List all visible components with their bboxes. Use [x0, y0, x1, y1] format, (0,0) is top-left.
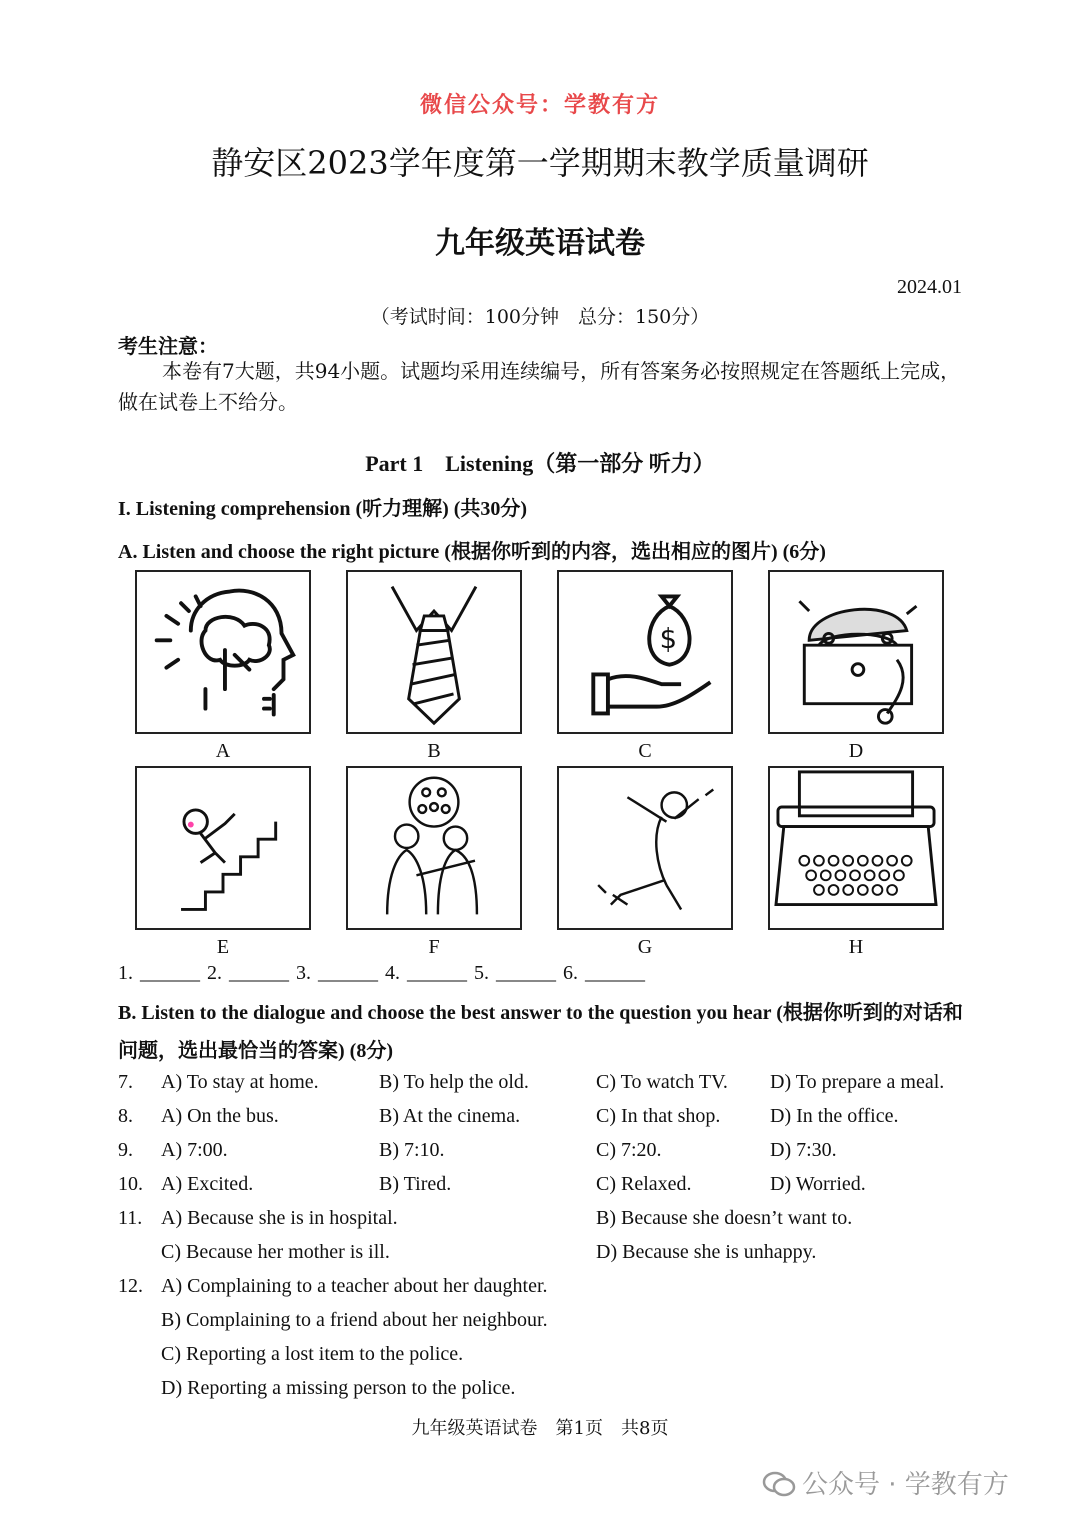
picture-b-tie-icon: [346, 570, 522, 734]
part1-heading: Part 1 Listening（第一部分 听力）: [365, 451, 715, 476]
picture-a-brain-icon: [135, 570, 311, 734]
picture-f-surgeons-icon: [346, 766, 522, 930]
wechat-banner: 微信公众号：学教有方: [419, 92, 660, 118]
option-d: D) To prepare a meal.: [770, 1071, 945, 1093]
option-d: D) Worried.: [770, 1173, 866, 1195]
option-a: A) Excited.: [161, 1173, 254, 1195]
option-c: C) In that shop.: [596, 1105, 721, 1127]
option-a: A) To stay at home.: [161, 1071, 319, 1093]
exam-title: 静安区2023学年度第一学期期末教学质量调研: [211, 144, 869, 182]
question-number: 12.: [118, 1275, 143, 1297]
picture-h-typewriter-icon: [768, 766, 944, 930]
notice-body: 本卷有7大题，共94小题。试题均采用连续编号，所有答案务必按照规定在答题纸上完成，做在试卷上不给分。: [118, 359, 961, 414]
option-a: A) Complaining to a teacher about her daughter.: [161, 1275, 548, 1297]
question-number: 7.: [118, 1071, 133, 1093]
picture-d-treasure-chest-icon: [768, 570, 944, 734]
option-b: B) Tired.: [379, 1173, 452, 1195]
option-b: B) Because she doesn’t want to.: [596, 1207, 853, 1229]
exam-info: （考试时间：100分钟 总分：150分）: [370, 306, 710, 328]
answer-blanks: 1. ______ 2. ______ 3. ______ 4. ______ 5. ______ 6. ______: [118, 962, 645, 984]
picture-label-h: H: [848, 936, 864, 958]
picture-label-a: A: [215, 740, 231, 762]
question-number: 10.: [118, 1173, 143, 1195]
question-number: 11.: [118, 1207, 143, 1229]
option-b: B) To help the old.: [379, 1071, 529, 1093]
option-a: A) 7:00.: [161, 1139, 228, 1161]
option-c: C) Relaxed.: [596, 1173, 692, 1195]
option-b: B) At the cinema.: [379, 1105, 521, 1127]
option-d: D) 7:30.: [770, 1139, 837, 1161]
option-a: A) Because she is in hospital.: [161, 1207, 398, 1229]
picture-g-falling-man-icon: [557, 766, 733, 930]
page-footer: 九年级英语试卷 第1页 共8页: [411, 1418, 669, 1439]
notice-heading: 考生注意：: [118, 334, 218, 358]
exam-subtitle: 九年级英语试卷: [435, 226, 645, 261]
option-b: B) 7:10.: [379, 1139, 445, 1161]
option-b: B) Complaining to a friend about her neighbour.: [161, 1309, 548, 1331]
picture-label-d: D: [848, 740, 864, 762]
sectionB-heading: B. Listen to the dialogue and choose the best answer to the question you hear (根据你听到的对话和问题，选出最恰当的答案) (8分): [118, 1002, 963, 1062]
option-c: C) 7:20.: [596, 1139, 662, 1161]
option-d: D) In the office.: [770, 1105, 899, 1127]
wechat-logo-icon: [762, 1470, 796, 1502]
option-c: C) Because her mother is ill.: [161, 1241, 390, 1263]
question-number: 8.: [118, 1105, 133, 1127]
option-d: D) Because she is unhappy.: [596, 1241, 817, 1263]
option-c: C) To watch TV.: [596, 1071, 728, 1093]
exam-date: 2024.01: [897, 276, 962, 298]
svg-text:$: $: [659, 624, 678, 656]
picture-label-e: E: [216, 936, 230, 958]
sectionA-heading: A. Listen and choose the right picture (根据你听到的内容，选出相应的图片) (6分): [118, 541, 826, 563]
picture-label-g: G: [637, 936, 653, 958]
watermark: 公众号 · 学教有方: [802, 1470, 1009, 1500]
picture-label-c: C: [638, 740, 652, 762]
picture-c-money-bag-icon: [557, 570, 733, 734]
picture-label-b: B: [427, 740, 441, 762]
question-number: 9.: [118, 1139, 133, 1161]
option-a: A) On the bus.: [161, 1105, 279, 1127]
option-d: D) Reporting a missing person to the police.: [161, 1377, 516, 1399]
picture-label-f: F: [428, 936, 440, 958]
section1-heading: I. Listening comprehension (听力理解) (共30分): [118, 498, 528, 520]
picture-e-stairs-icon: [135, 766, 311, 930]
option-c: C) Reporting a lost item to the police.: [161, 1343, 464, 1365]
